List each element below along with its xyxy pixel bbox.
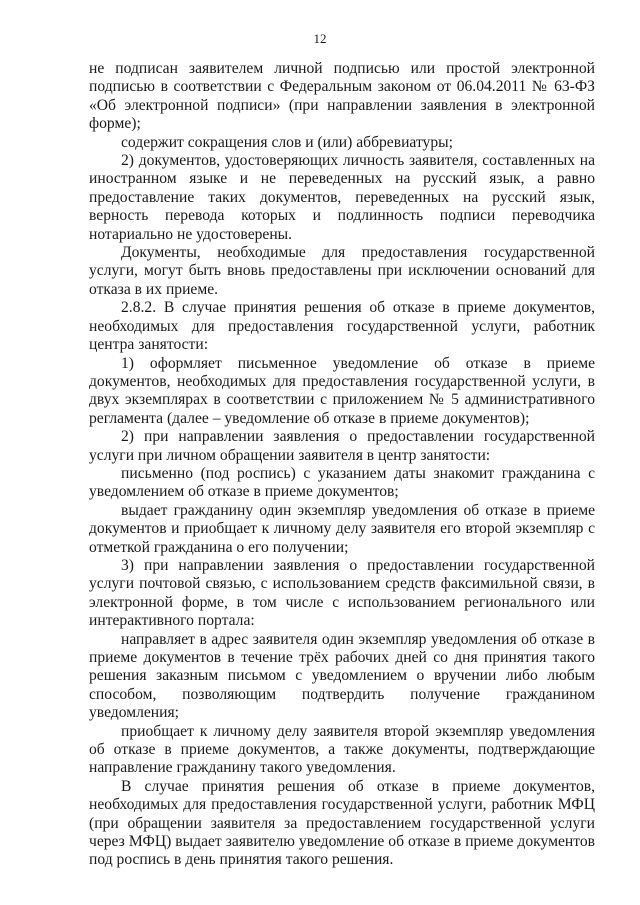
paragraph: 3) при направлении заявления о предоставлении государственной услуги почтовой связью, с использованием средств факсимильной связи, в электронной форме, в том числе с использованием регионального или интерактивного портала:: [89, 556, 595, 630]
paragraph: выдает гражданину один экземпляр уведомления об отказе в приеме документов и приобщает к личному делу заявителя его второй экземпляр с отметкой гражданина о его получении;: [89, 501, 595, 556]
paragraph: 2.8.2. В случае принятия решения об отказе в приеме документов, необходимых для предоставления государственной услуги, работник центра занятости:: [89, 299, 595, 354]
document-body: [89, 60, 595, 870]
paragraph: 2) документов, удостоверяющих личность заявителя, составленных на иностранном языке и не переведенных на русский язык, а равно предоставление таких документов, переведенных на русский язык, верность перевода которых и подлинность подписи переводчика нотариально не удостоверены.: [89, 152, 595, 243]
paragraph: направляет в адрес заявителя один экземпляр уведомления об отказе в приеме документов в течение трёх рабочих дней со дня принятия такого решения заказным письмом с уведомлением о вручении либо любым способом, позволяющим подтвердить получение гражданином уведомления;: [89, 630, 595, 722]
paragraph: 2) при направлении заявления о предоставлении государственной услуги при личном обращении заявителя в центр занятости:: [89, 428, 595, 464]
paragraph: письменно (под роспись) с указанием даты знакомит гражданина с уведомлением об отказе в приеме документов;: [89, 464, 595, 501]
paragraph: не подписан заявителем личной подписью или простой электронной подписью в соответствии с Федеральным законом от 06.04.2011 № 63-ФЗ «Об электронной подписи» (при направлении заявления в электронной форме);: [89, 60, 595, 133]
paragraph: содержит сокращения слов и (или) аббревиатуры;: [121, 133, 453, 151]
paragraph: Документы, необходимые для предоставления государственной услуги, могут быть вновь предоставлены при исключении оснований для отказа в их приеме.: [89, 244, 595, 298]
page-number: 12: [313, 31, 327, 46]
paragraph: В случае принятия решения об отказе в приеме документов, необходимых для предоставления государственной услуги, работник МФЦ (при обращении заявителя за предоставлением государственной услуги через МФЦ) выдает заявителю уведомление об отказе в приеме документов под роспись в день принятия такого решения.: [89, 777, 595, 869]
paragraph: 1) оформляет письменное уведомление об отказе в приеме документов, необходимых для предоставления государственной услуги, в двух экземплярах в соответствии с приложением № 5 административного регламента (далее – уведомление об отказе в приеме документов);: [89, 354, 595, 427]
paragraph: приобщает к личному делу заявителя второй экземпляр уведомления об отказе в приеме документов, а также документы, подтверждающие направление гражданину такого уведомления.: [89, 722, 595, 777]
